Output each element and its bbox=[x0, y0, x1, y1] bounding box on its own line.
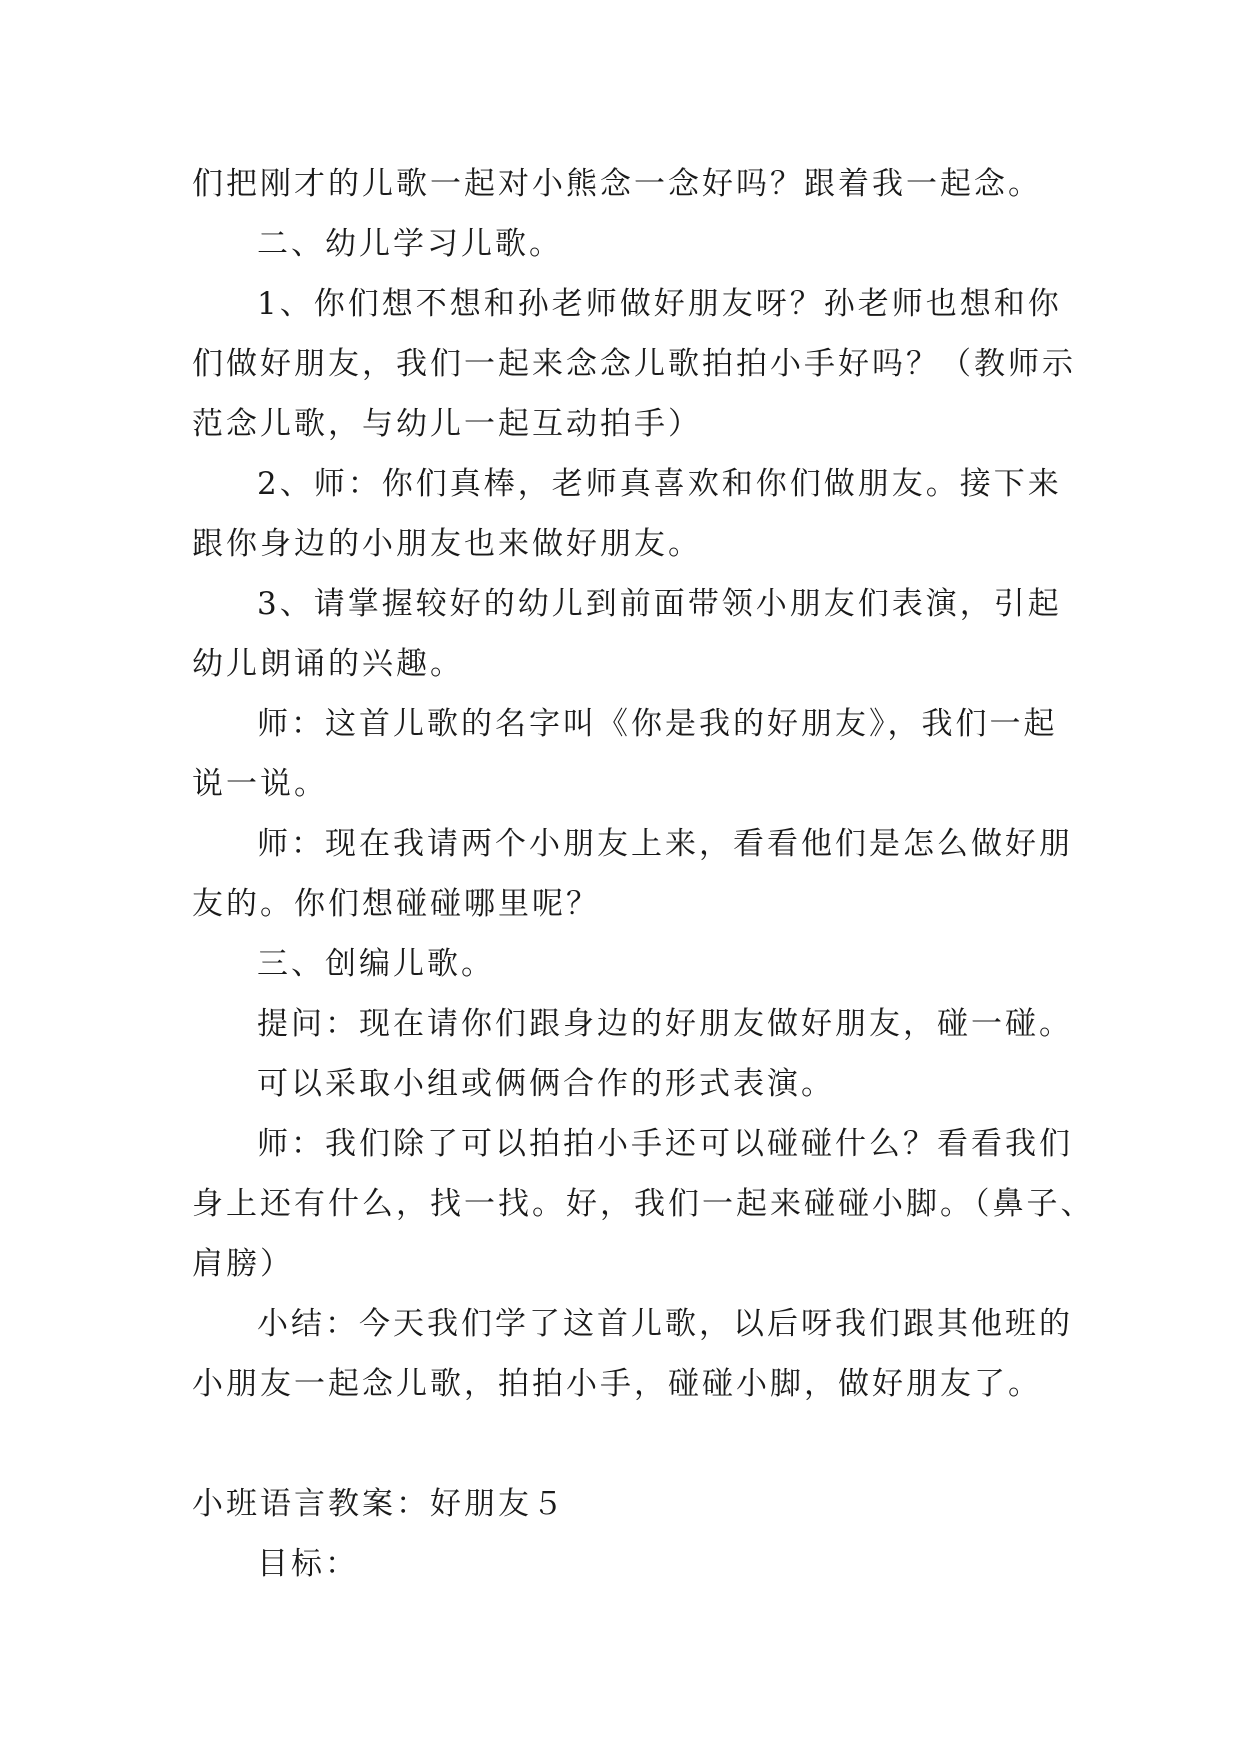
lesson-plan-title: 小班语言教案：好朋友５ bbox=[192, 1486, 566, 1522]
paragraph-line: 提问：现在请你们跟身边的好朋友做好朋友，碰一碰。 bbox=[257, 1006, 1073, 1042]
paragraph-line: 身上还有什么，找一找。好，我们一起来碰碰小脚。（鼻子、 bbox=[192, 1186, 1095, 1222]
paragraph-line: 幼儿朗诵的兴趣。 bbox=[192, 646, 464, 682]
paragraph-line: 友的。你们想碰碰哪里呢？ bbox=[192, 886, 600, 922]
paragraph-line: 师：现在我请两个小朋友上来，看看他们是怎么做好朋 bbox=[257, 826, 1073, 862]
objectives-heading: 目标： bbox=[257, 1546, 359, 1582]
paragraph-line: 3、请掌握较好的幼儿到前面带领小朋友们表演，引起 bbox=[257, 586, 1062, 622]
paragraph-line: 2、师：你们真棒，老师真喜欢和你们做朋友。接下来 bbox=[257, 466, 1062, 502]
paragraph-line: 肩膀） bbox=[192, 1246, 294, 1282]
paragraph-line: 小结：今天我们学了这首儿歌，以后呀我们跟其他班的 bbox=[257, 1306, 1073, 1342]
paragraph-line: 1、你们想不想和孙老师做好朋友呀？孙老师也想和你 bbox=[257, 286, 1062, 322]
paragraph-line: 跟你身边的小朋友也来做好朋友。 bbox=[192, 526, 702, 562]
section-heading-learn-song: 二、幼儿学习儿歌。 bbox=[257, 226, 563, 262]
section-heading-create-song: 三、创编儿歌。 bbox=[257, 946, 495, 982]
paragraph-line: 范念儿歌，与幼儿一起互动拍手） bbox=[192, 406, 702, 442]
paragraph-line: 可以采取小组或俩俩合作的形式表演。 bbox=[257, 1066, 835, 1102]
paragraph-line: 们做好朋友，我们一起来念念儿歌拍拍小手好吗？（教师示 bbox=[192, 346, 1076, 382]
paragraph-line: 们把刚才的儿歌一起对小熊念一念好吗？跟着我一起念。 bbox=[192, 166, 1042, 202]
paragraph-line: 师：我们除了可以拍拍小手还可以碰碰什么？看看我们 bbox=[257, 1126, 1073, 1162]
paragraph-line: 师：这首儿歌的名字叫《你是我的好朋友》，我们一起 bbox=[257, 706, 1058, 742]
paragraph-line: 说一说。 bbox=[192, 766, 328, 802]
paragraph-line: 小朋友一起念儿歌，拍拍小手，碰碰小脚，做好朋友了。 bbox=[192, 1366, 1042, 1402]
